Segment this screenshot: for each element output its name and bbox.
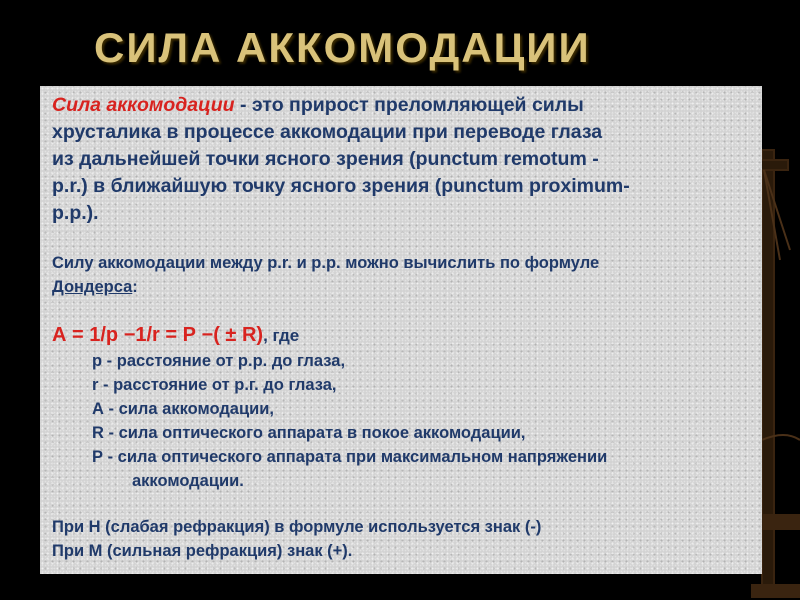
definition-term: Сила аккомодации <box>52 94 235 116</box>
legend-text: - расстояние от р.г. до глаза, <box>98 376 337 394</box>
legend-item-a <box>92 400 274 419</box>
formula-tail: , где <box>263 326 300 345</box>
legend-item-R <box>92 424 525 443</box>
legend-symbol: Р <box>92 448 104 466</box>
calc-line-1: Силу аккомодации между p.r. и p.p. можно вычислить по формуле <box>52 254 600 272</box>
legend-item-r <box>92 376 337 395</box>
definition-line-1-rest: - это прирост преломляющей силы <box>234 94 584 116</box>
calc-colon: : <box>132 278 138 296</box>
content-panel <box>40 86 762 574</box>
slide-title: СИЛА АККОМОДАЦИИ <box>94 24 591 71</box>
formula-expression: А = 1/р −1/r = Р −( ± R) <box>52 324 264 346</box>
note-line-1: При Н (слабая рефракция) в формуле используется знак (-) <box>52 518 542 536</box>
legend-symbol: R <box>92 424 104 442</box>
legend-continuation: аккомодации. <box>132 472 244 490</box>
definition-line-5: p.p.). <box>52 202 99 224</box>
formula-line <box>52 324 299 347</box>
legend-item-p <box>92 352 345 371</box>
legend-text: - расстояние от р.р. до глаза, <box>102 352 346 370</box>
definition-line-2: хрусталика в процессе аккомодации при переводе глаза <box>52 121 603 143</box>
legend-text: - сила оптического аппарата в покое аккомодации, <box>103 424 526 442</box>
legend-symbol: р <box>92 352 103 370</box>
definition-line-3: из дальнейшей точки ясного зрения (punctum remotum - <box>52 148 599 170</box>
calc-line-2 <box>52 278 138 297</box>
definition-line-1 <box>52 92 584 119</box>
donders-link: Дондерса <box>52 278 133 296</box>
definition-line-4: p.r.) в ближайшую точку ясного зрения (punctum proximum- <box>52 175 630 197</box>
legend-symbol: А <box>92 400 104 418</box>
legend-symbol: r <box>92 376 99 394</box>
note-line-2: При М (сильная рефракция) знак (+). <box>52 542 353 560</box>
legend-item-P <box>92 448 607 467</box>
legend-text: - сила оптического аппарата при максимальном напряжении <box>103 448 608 466</box>
legend-text: - сила аккомодации, <box>103 400 274 418</box>
